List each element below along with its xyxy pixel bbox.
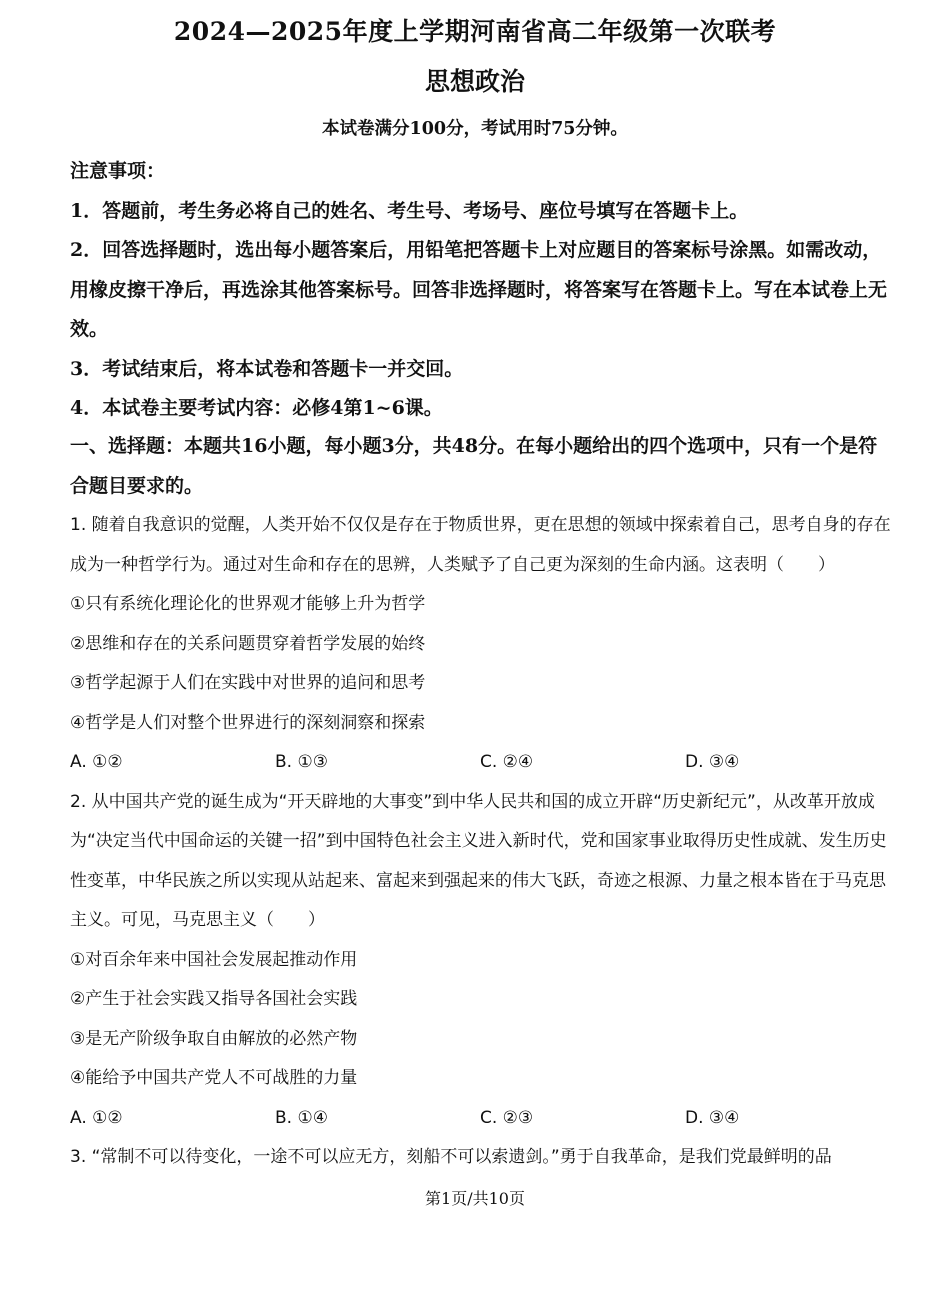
choice-b: B. ①③	[275, 752, 328, 772]
notes-item: 1．答题前，考生务必将自己的姓名、考生号、考场号、座位号填写在答题卡上。	[70, 199, 749, 222]
notes-heading: 注意事项：	[70, 160, 166, 182]
questions-block	[70, 506, 895, 1178]
question-statement: ②思维和存在的关系问题贯穿着哲学发展的始终	[70, 633, 426, 654]
question-statement: ③哲学起源于人们在实践中对世界的追问和思考	[70, 673, 426, 693]
answer-choices	[70, 743, 895, 783]
choice-c: C. ②③	[480, 1107, 534, 1128]
question-stem: 3. “常制不可以待变化，一途不可以应无方，刻船不可以索遗剑。”勇于自我革命，是我们党最鲜明的品	[70, 1147, 832, 1167]
subject-title: 思想政治	[424, 67, 525, 96]
question-statement: ③是无产阶级争取自由解放的必然产物	[70, 1028, 358, 1049]
choice-a: A. ①②	[70, 1107, 123, 1128]
choice-d: D. ③④	[685, 752, 740, 772]
answer-choices	[70, 1099, 895, 1139]
question-statement: ②产生于社会实践又指导各国社会实践	[70, 989, 358, 1009]
notes-block	[70, 152, 895, 429]
choice-a: A. ①②	[70, 752, 123, 772]
question-statement: ①只有系统化理论化的世界观才能够上升为哲学	[70, 594, 426, 614]
section-heading: 一、选择题：本题共16小题，每小题3分，共48分。在每小题给出的四个选项中，只有一个是符合题目要求的。	[70, 435, 878, 497]
choice-c: C. ②④	[480, 752, 534, 772]
notes-item: 4．本试卷主要考试内容：必修4第1~6课。	[70, 397, 443, 419]
question-stem: 2. 从中国共产党的诞生成为“开天辟地的大事变”到中华人民共和国的成立开辟“历史新纪元”，从改革开放成为“决定当代中国命运的关键一招”到中国特色社会主义进入新时代，党和国家事业取得历史性成就、发生历史性变革，中华民族之所以实现从站起来、富起来到强起来的伟大飞跃，奇迹之根源、力量之根本皆在于马克思主义。可见，马克思主义（ ）	[70, 791, 887, 930]
question-statement: ④能给予中国共产党人不可战胜的力量	[70, 1068, 358, 1088]
question-statement: ④哲学是人们对整个世界进行的深刻洞察和探索	[70, 712, 426, 733]
exam-title: 2024—2025年度上学期河南省高二年级第一次联考	[173, 17, 777, 46]
choice-b: B. ①④	[275, 1107, 328, 1128]
notes-item: 3．考试结束后，将本试卷和答题卡一并交回。	[70, 357, 464, 380]
question-stem: 1. 随着自我意识的觉醒，人类开始不仅仅是存在于物质世界，更在思想的领域中探索着自己，思考自身的存在成为一种哲学行为。通过对生命和存在的思辨，人类赋予了自己更为深刻的生命内涵。这表明（ ）	[70, 515, 891, 575]
choice-d: D. ③④	[685, 1107, 740, 1128]
exam-info: 本试卷满分100分，考试用时75分钟。	[322, 119, 628, 139]
page-number: 第1页/共10页	[425, 1189, 525, 1208]
notes-item: 2．回答选择题时，选出每小题答案后，用铅笔把答题卡上对应题目的答案标号涂黑。如需改动，用橡皮擦干净后，再选涂其他答案标号。回答非选择题时，将答案写在答题卡上。写在本试卷上无效。	[70, 239, 888, 340]
question-statement: ①对百余年来中国社会发展起推动作用	[70, 949, 358, 970]
